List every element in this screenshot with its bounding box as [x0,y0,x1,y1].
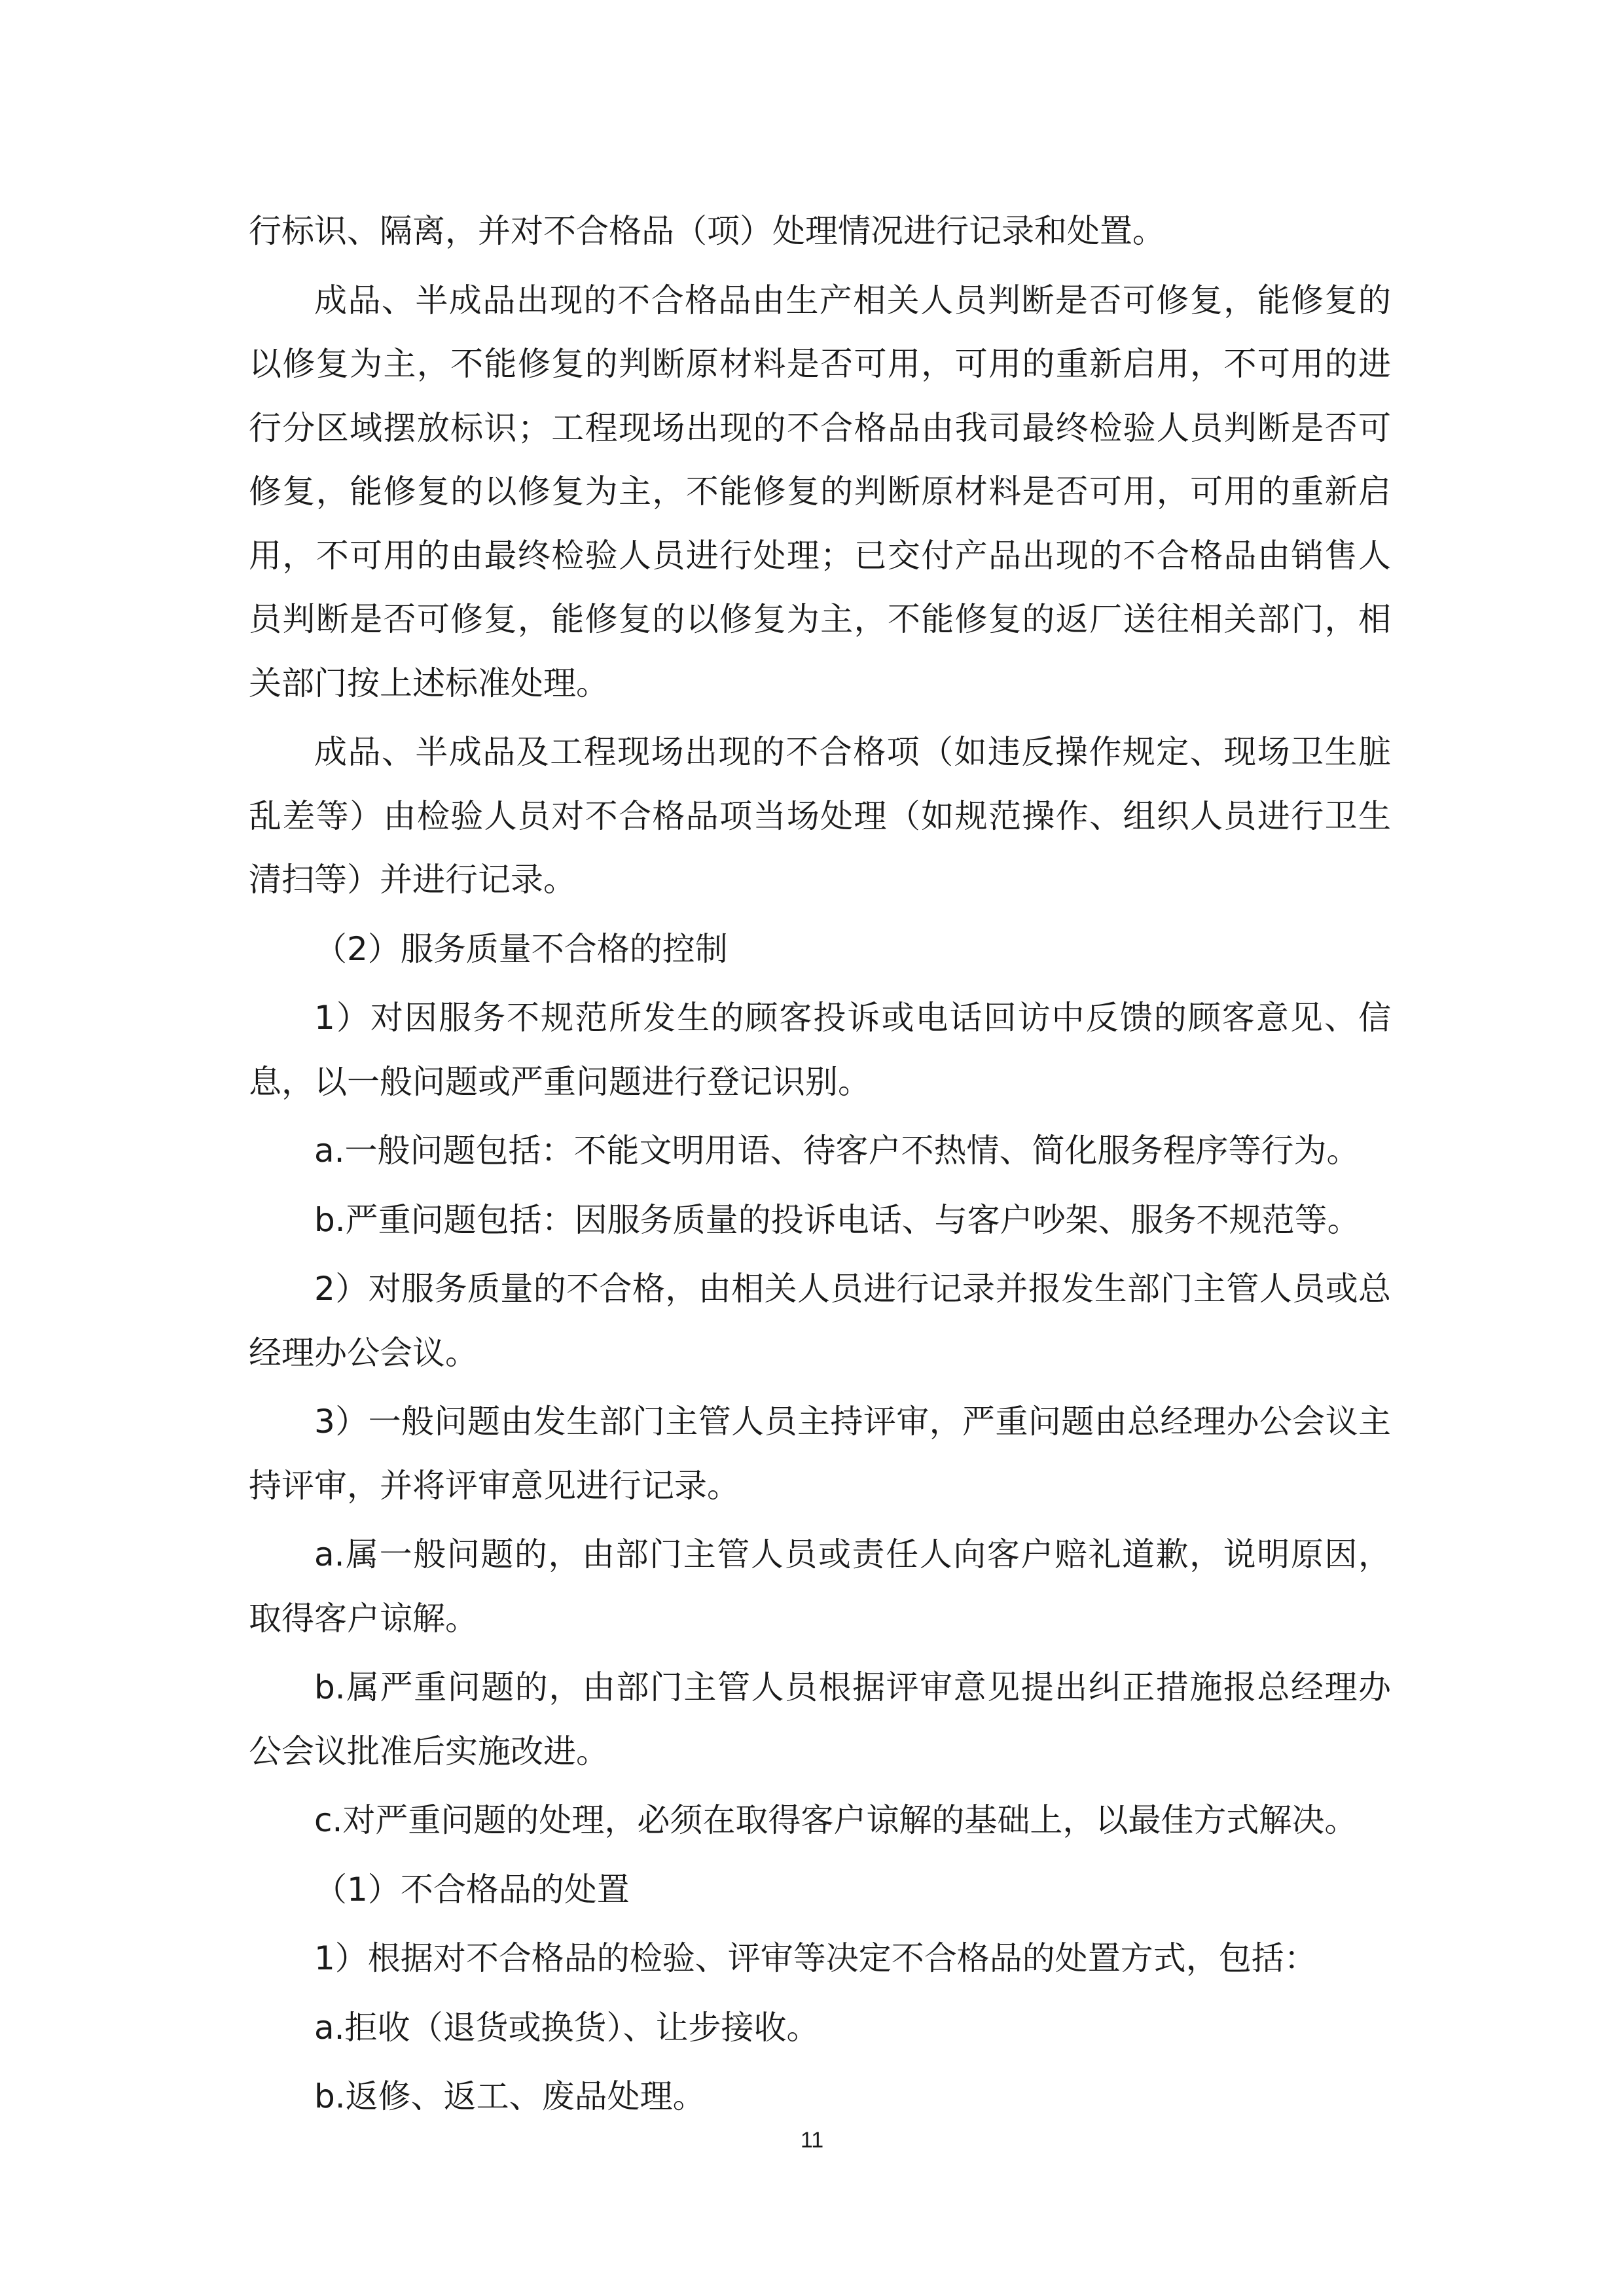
paragraph-3: 成品、半成品及工程现场出现的不合格项（如违反操作规定、现场卫生脏乱差等）由检验人员对不合格品项当场处理（如规范操作、组织人员进行卫生清扫等）并进行记录。 [249,733,1391,899]
paragraph-7: b.严重问题包括：因服务质量的投诉电话、与客户吵架、服务不规范等。 [314,1200,1360,1239]
paragraph-1: 行标识、隔离，并对不合格品（项）处理情况进行记录和处置。 [249,212,1165,250]
paragraph-5: 1）对因服务不规范所发生的顾客投诉或电话回访中反馈的顾客意见、信息，以一般问题或严重问题进行登记识别。 [249,999,1391,1101]
paragraph-12: c.对严重问题的处理，必须在取得客户谅解的基础上，以最佳方式解决。 [314,1801,1358,1839]
paragraph-2: 成品、半成品出现的不合格品由生产相关人员判断是否可修复，能修复的以修复为主，不能修复的判断原材料是否可用，可用的重新启用，不可用的进行分区域摆放标识；工程现场出现的不合格品由我司最终检验人员判断是否可修复，能修复的以修复为主，不能修复的判断原材料是否可用，可用的重新启用，不可用的由最终检验人员进行处理；已交付产品出现的不合格品由销售人员判断是否可修复，能修复的以修复为主，不能修复的返厂送往相关部门，相关部门按上述标准处理。 [249,281,1391,702]
paragraph-11: b.属严重问题的，由部门主管人员根据评审意见提出纠正措施报总经理办公会议批准后实施改进。 [249,1668,1391,1770]
body-text [249,200,1391,2134]
paragraph-16: b.返修、返工、废品处理。 [314,2077,706,2115]
paragraph-8: 2）对服务质量的不合格，由相关人员进行记录并报发生部门主管人员或总经理办公会议。 [249,1270,1391,1372]
paragraph-15: a.拒收（退货或换货）、让步接收。 [314,2008,820,2047]
section-heading-nonconforming-disposal: （1）不合格品的处置 [314,1870,630,1909]
paragraph-10: a.属一般问题的，由部门主管人员或责任人向客户赔礼道歉，说明原因，取得客户谅解。 [249,1535,1391,1638]
paragraph-14: 1）根据对不合格品的检验、评审等决定不合格品的处置方式，包括： [314,1939,1317,1977]
paragraph-9: 3）一般问题由发生部门主管人员主持评审，严重问题由总经理办公会议主持评审，并将评审意见进行记录。 [249,1403,1391,1505]
section-heading-service-quality: （2）服务质量不合格的控制 [314,929,728,968]
paragraph-6: a.一般问题包括：不能文明用语、待客户不热情、简化服务程序等行为。 [314,1132,1360,1170]
page-number: 11 [800,2128,824,2153]
